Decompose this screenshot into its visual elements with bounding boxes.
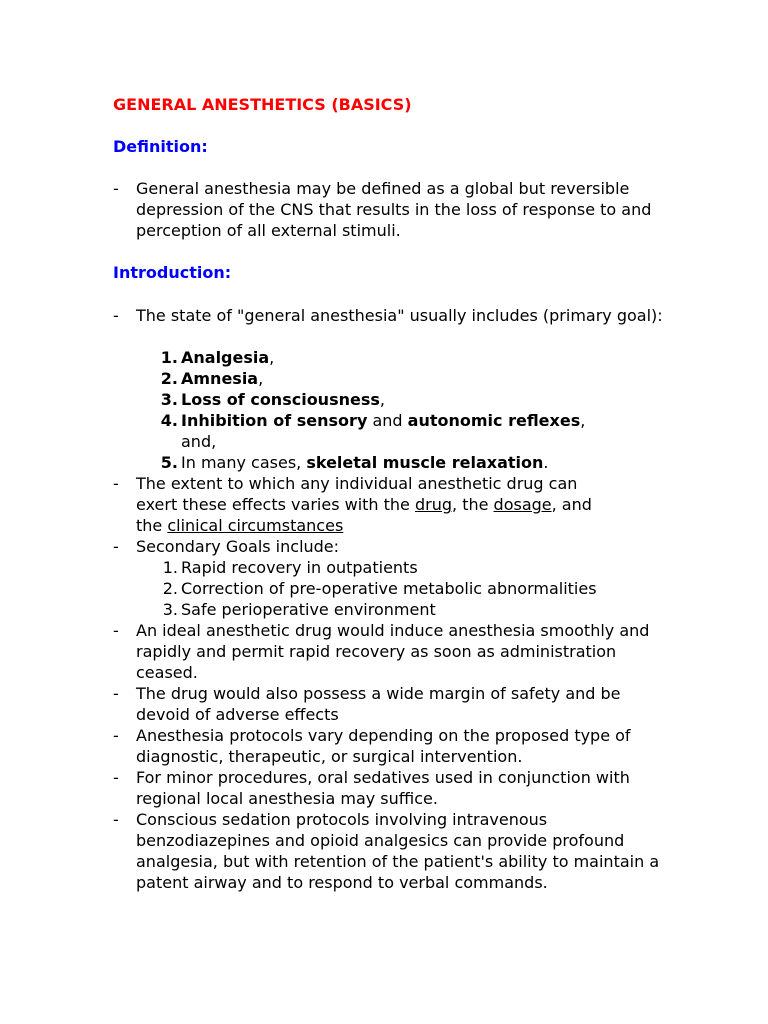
- bullet-text: The state of "general anesthesia" usually includes (primary goal):: [136, 306, 663, 325]
- underlined-drug: drug: [414, 495, 453, 514]
- bullet-text: General anesthesia may be defined as a global but reversible depression of the CNS that results in the loss of response to and perception of all external stimuli.: [136, 179, 652, 240]
- list-number: 2.: [162, 579, 178, 598]
- bullet-text-segment: , the: [452, 495, 494, 514]
- list-mid-text: and: [367, 411, 408, 430]
- bullet-text: [136, 473, 673, 536]
- underlined-dosage: dosage: [493, 495, 552, 514]
- list-text: Safe perioperative environment: [181, 600, 436, 619]
- bullet-dash: -: [113, 306, 119, 325]
- bullet-text: For minor procedures, oral sedatives used in conjunction with regional local anesthesia may suffice.: [136, 768, 630, 808]
- list-punct: ,: [580, 411, 586, 430]
- list-text: and,: [181, 432, 217, 451]
- list-number: 3.: [160, 390, 178, 409]
- list-text: [181, 389, 385, 410]
- list-punct: ,: [269, 348, 275, 367]
- introduction-heading: Introduction:: [113, 263, 232, 282]
- bullet-dash: -: [113, 768, 119, 787]
- bullet-text: Conscious sedation protocols involving intravenous benzodiazepines and opioid analgesics can provide profound analgesia, but with retention of the patient's ability to maintain a patent airway and to respond to verbal commands.: [136, 810, 660, 892]
- list-bold-text: Amnesia: [181, 369, 259, 388]
- list-pre-text: In many cases,: [181, 453, 307, 472]
- bullet-dash: -: [113, 621, 119, 640]
- list-text: Rapid recovery in outpatients: [181, 558, 418, 577]
- bullet-text-segment: exert these effects varies with the: [136, 495, 415, 514]
- bullet-text: An ideal anesthetic drug would induce anesthesia smoothly and rapidly and permit rapid recovery as soon as administration ceased.: [136, 621, 650, 682]
- bullet-dash: -: [113, 179, 119, 198]
- list-number: 2.: [160, 369, 178, 388]
- bullet-line: [136, 494, 673, 515]
- list-number: 1.: [162, 558, 178, 577]
- bullet-dash: -: [113, 474, 119, 493]
- bullet-text-segment: , and: [551, 495, 592, 514]
- bullet-line: The extent to which any individual anesthetic drug can: [136, 474, 578, 493]
- list-number: 3.: [162, 600, 178, 619]
- list-punct: .: [543, 453, 549, 472]
- list-bold-text: autonomic reflexes: [407, 411, 581, 430]
- bullet-dash: -: [113, 810, 119, 829]
- bullet-dash: -: [113, 684, 119, 703]
- list-text: [181, 347, 274, 368]
- bullet-text-segment: the: [136, 516, 168, 535]
- bullet-text: The drug would also possess a wide margin of safety and be devoid of adverse effects: [136, 684, 621, 724]
- list-punct: ,: [379, 390, 385, 409]
- list-bold-text: Loss of consciousness: [181, 390, 380, 409]
- list-text: Correction of pre-operative metabolic abnormalities: [181, 579, 597, 598]
- list-bold-text: Inhibition of sensory: [181, 411, 368, 430]
- list-text: [181, 410, 585, 431]
- document-title: GENERAL ANESTHETICS (BASICS): [113, 95, 412, 114]
- bullet-text: Anesthesia protocols vary depending on the proposed type of diagnostic, therapeutic, or surgical intervention.: [136, 726, 631, 766]
- bullet-dash: -: [113, 537, 119, 556]
- list-number: 1.: [160, 348, 178, 367]
- list-bold-text: Analgesia: [181, 348, 270, 367]
- bullet-dash: -: [113, 726, 119, 745]
- bullet-line: [136, 515, 673, 536]
- list-text: [181, 368, 263, 389]
- list-bold-text: skeletal muscle relaxation: [306, 453, 544, 472]
- list-number: 4.: [160, 411, 178, 430]
- underlined-clinical-circumstances: clinical circumstances: [167, 516, 344, 535]
- list-text: [181, 452, 548, 473]
- definition-heading: Definition:: [113, 137, 208, 156]
- list-punct: ,: [258, 369, 264, 388]
- list-number: 5.: [160, 453, 178, 472]
- bullet-text: Secondary Goals include:: [136, 537, 340, 556]
